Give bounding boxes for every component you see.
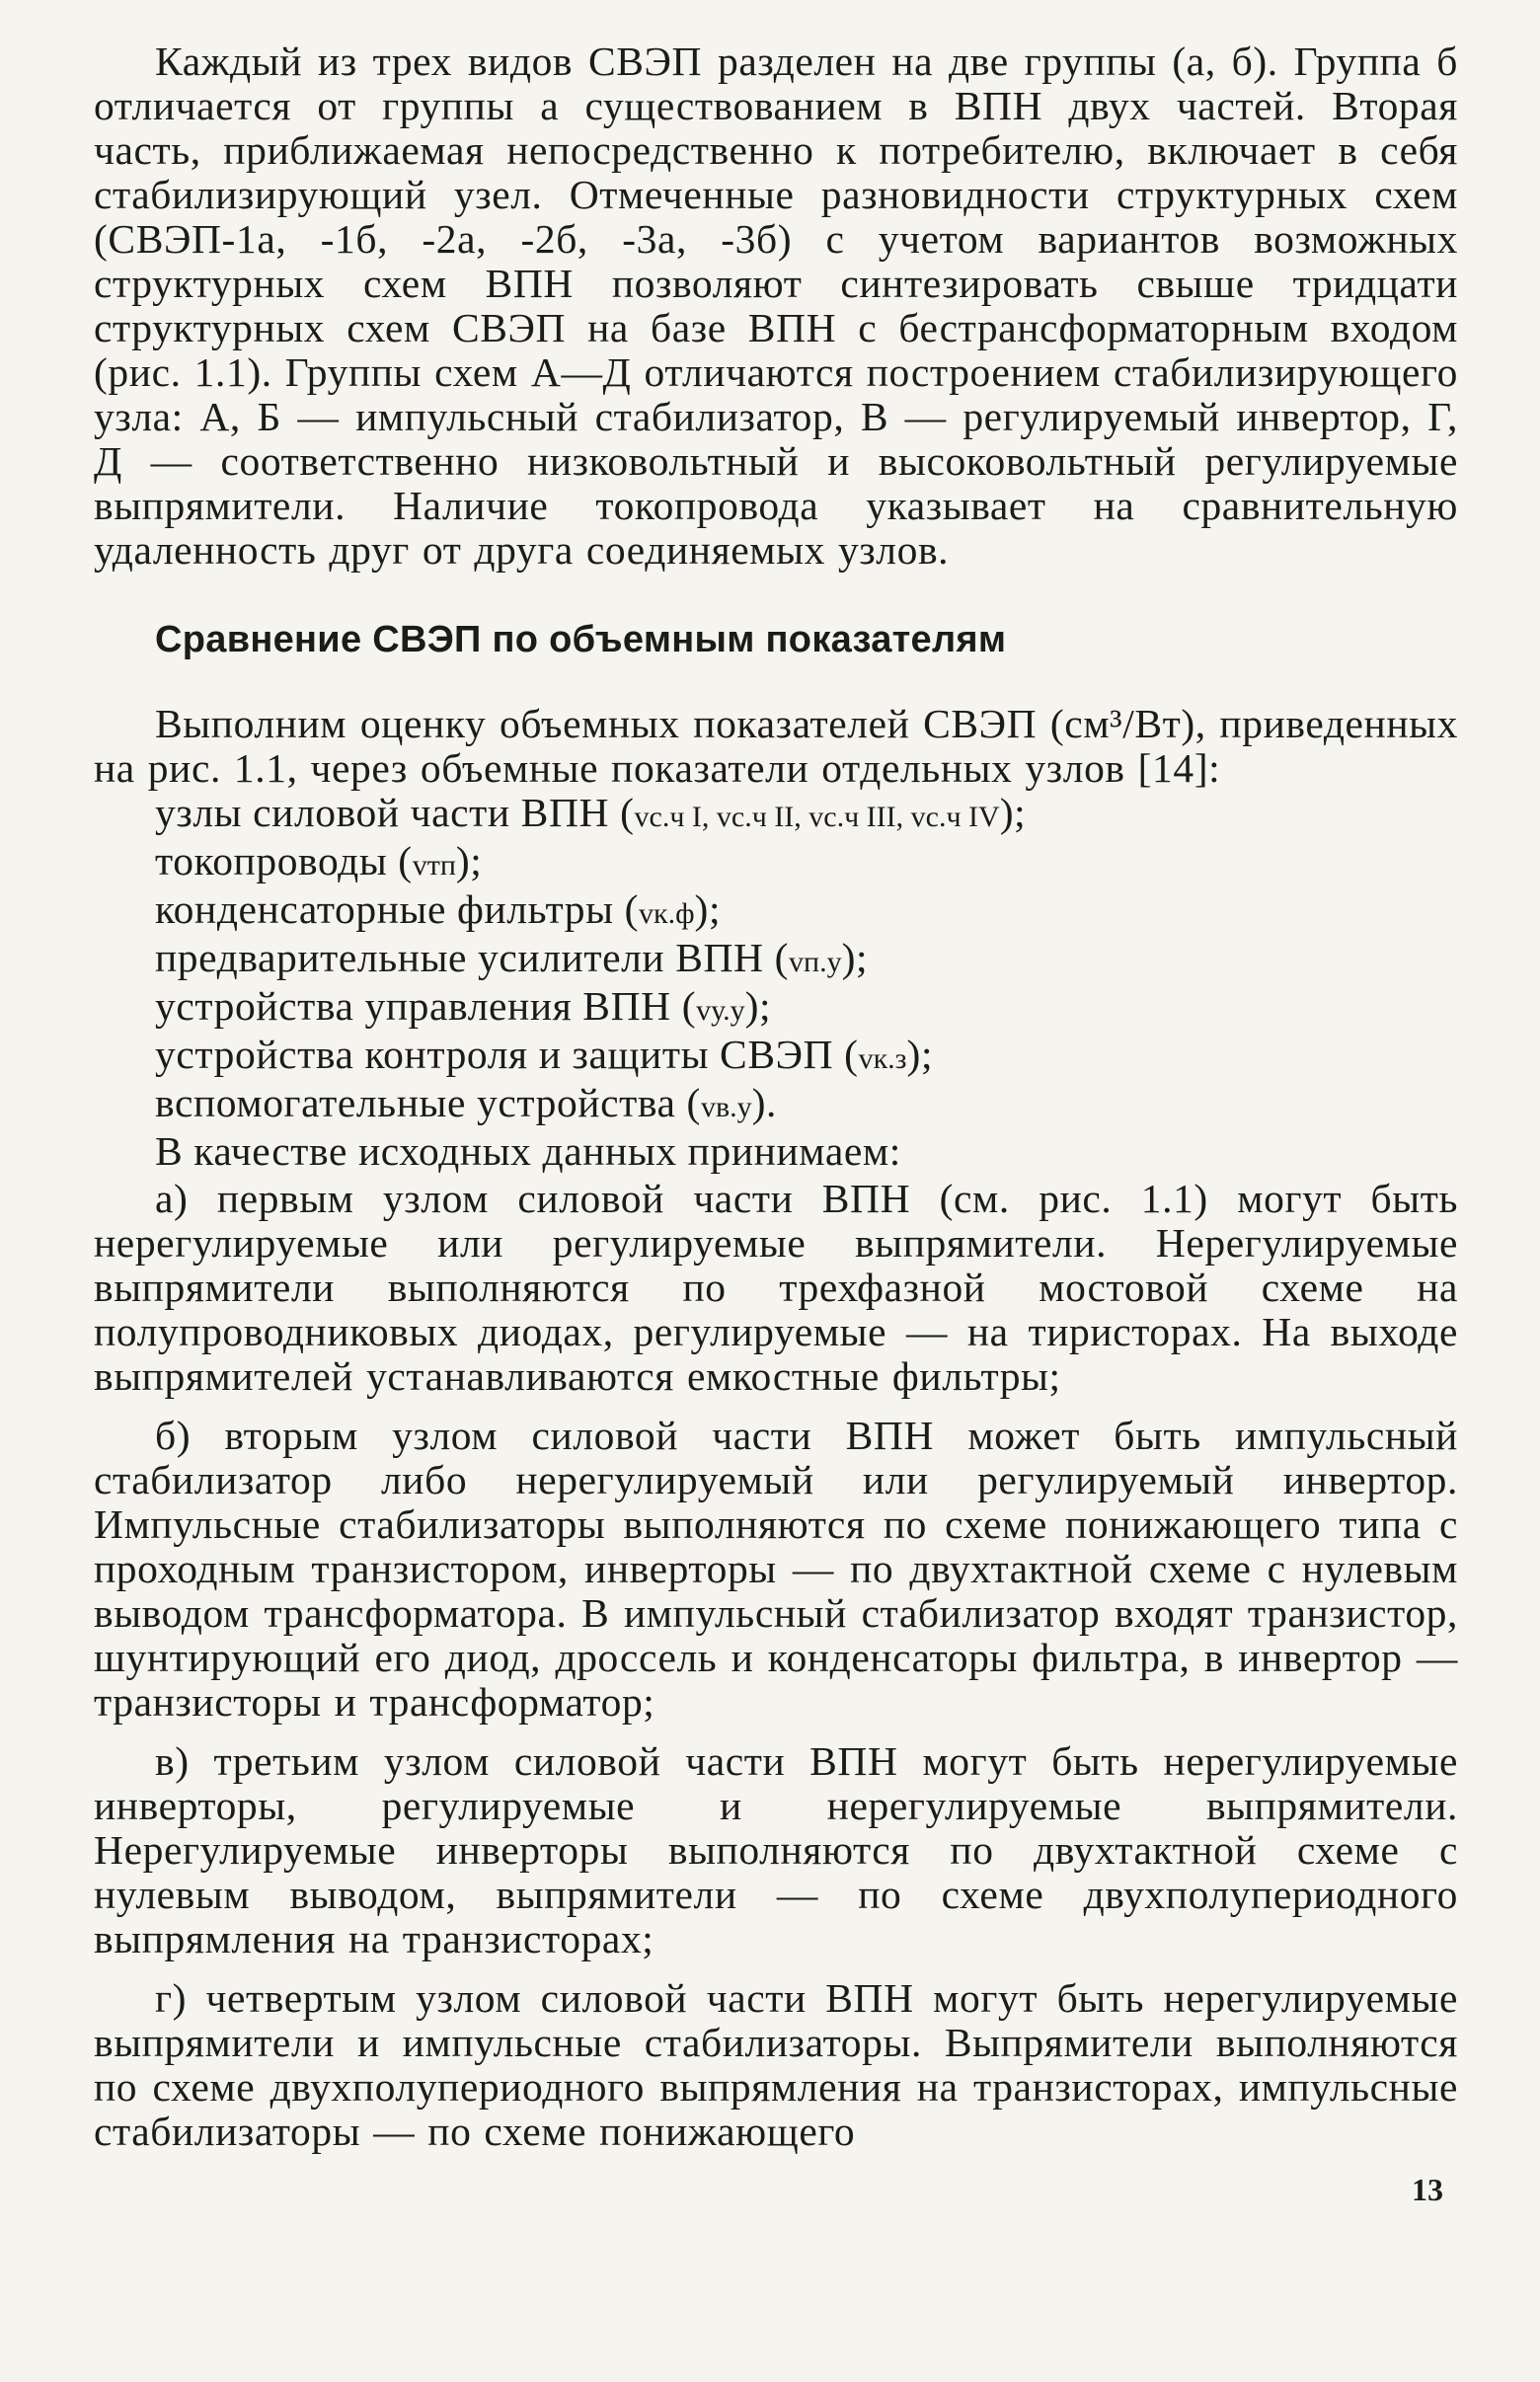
initial-data-line: В качестве исходных данных принимаем: xyxy=(155,1128,901,1174)
section-heading: Сравнение СВЭП по объемным показателям xyxy=(155,619,1007,660)
node-list xyxy=(94,791,1458,1129)
list-item: устройства контроля и защиты СВЭП (vк.з); xyxy=(155,1032,934,1077)
symbol: vв.у xyxy=(700,1091,752,1123)
symbol: vтп xyxy=(412,849,456,882)
list-item-a: а) первым узлом силовой части ВПН (см. рис. 1.1) могут быть нерегулируемые или регулируемые выпрямители. Нерегулируемые выпрямители выполняются по трехфазной мостовой схеме на полупроводниковых диодах, регулируемые — на тиристорах. На выходе выпрямителей устанавливаются емкостные фильтры; xyxy=(94,1176,1458,1399)
list-item-c: в) третьим узлом силовой части ВПН могут быть нерегулируемые инверторы, регулируемые и нерегулируемые выпрямители. Нерегулируемые инверторы выполняются по двухтактной схеме с нулевым выводом, выпрямители — по схеме двухполупериодного выпрямления на транзисторах; xyxy=(94,1738,1458,1961)
list-item: устройства управления ВПН (vу.у); xyxy=(155,983,772,1029)
list-item-d: г) четвертым узлом силовой части ВПН могут быть нерегулируемые выпрямители и импульсные стабилизаторы. Выпрямители выполняются по схеме двухполупериодного выпрямления на транзисторах, импульсные стабилизаторы — по схеме понижающего xyxy=(94,1975,1458,2154)
paragraph-estimate: Выполним оценку объемных показателей СВЭП (см³/Вт), приведенных на рис. 1.1, через объемные показатели отдельных узлов [14]: xyxy=(94,701,1458,791)
symbol: vу.у xyxy=(696,994,745,1027)
list-item: узлы силовой части ВПН (vс.ч I, vс.ч II, vс.ч III, vс.ч IV); xyxy=(155,790,1027,835)
symbol: vс.ч I, vс.ч II, vс.ч III, vс.ч IV xyxy=(634,801,1000,833)
list-item: конденсаторные фильтры (vк.ф); xyxy=(155,886,722,932)
paragraph-intro: Каждый из трех видов СВЭП разделен на две группы (а, б). Группа б отличается от группы а существованием в ВПН двух частей. Вторая часть, приближаемая непосредственно к потребителю, включает в себя стабилизирующий узел. Отмеченные разновидности структурных схем (СВЭП-1а, -1б, -2а, -2б, -3а, -3б) с учетом вариантов возможных структурных схем ВПН позволяют синтезировать свыше тридцати структурных схем СВЭП на базе ВПН с бестрансформаторным входом (рис. 1.1). Группы схем А—Д отличаются построением стабилизирующего узла: А, Б — импульсный стабилизатор, В — регулируемый инвертор, Г, Д — соответственно низковольтный и высоковольтный регулируемые выпрямители. Наличие токопровода указывает на сравнительную удаленность друг от друга соединяемых узлов. xyxy=(94,38,1458,573)
symbol: vп.у xyxy=(789,946,842,978)
list-item-b: б) вторым узлом силовой части ВПН может быть импульсный стабилизатор либо нерегулируемый или регулируемый инвертор. Импульсные стабилизаторы выполняются по схеме понижающего типа с проходным транзистором, инверторы — по двухтактной схеме с нулевым выводом трансформатора. В импульсный стабилизатор входят транзистор, шунтирующий его диод, дроссель и конденсаторы фильтра, в инвертор — транзисторы и трансформатор; xyxy=(94,1413,1458,1725)
text-column xyxy=(94,39,1458,2154)
list-item: предварительные усилители ВПН (vп.у); xyxy=(155,935,869,980)
list-item: токопроводы (vтп); xyxy=(155,838,483,884)
page-number: 13 xyxy=(1412,2172,1443,2207)
symbol: vк.ф xyxy=(639,897,695,930)
list-item: вспомогательные устройства (vв.у). xyxy=(155,1080,778,1125)
symbol: vк.з xyxy=(858,1042,907,1075)
